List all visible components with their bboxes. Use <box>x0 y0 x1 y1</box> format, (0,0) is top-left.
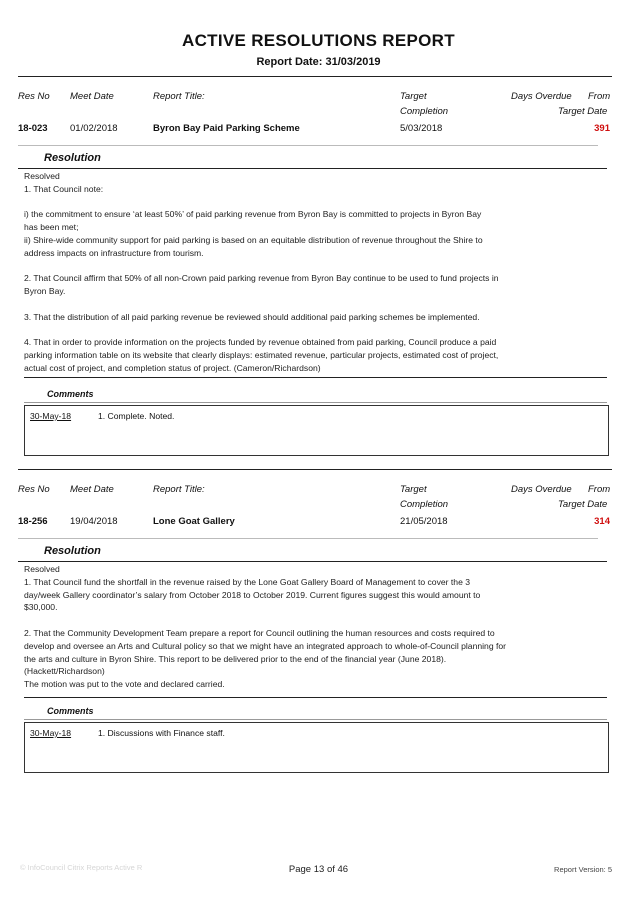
divider <box>18 145 598 146</box>
col-from: From <box>588 484 611 495</box>
col-report-title: Report Title: <box>153 91 205 102</box>
text-line: 1. That Council note: <box>24 183 104 194</box>
divider <box>18 76 612 77</box>
text-line: has been met; <box>24 222 79 233</box>
text-line: The motion was put to the vote and declared carried. <box>24 679 225 690</box>
resolution-text <box>24 563 579 691</box>
meet-date: 01/02/2018 <box>70 123 118 134</box>
col-from: From <box>588 91 611 102</box>
col-meet-date: Meet Date <box>70 91 114 102</box>
text-line: 2. That the Community Development Team prepare a report for Council outlining the human resources and costs required to <box>24 627 495 638</box>
text-line: 1. That Council fund the shortfall in the revenue raised by the Lone Goat Gallery Board of Management to cover the 3 <box>24 576 471 587</box>
text-line <box>24 324 579 337</box>
divider <box>24 697 607 698</box>
divider <box>24 719 607 720</box>
comment-date: 30-May-18 <box>30 728 72 738</box>
target-date-value: 5/03/2018 <box>400 123 443 134</box>
text-line: (Hackett/Richardson) <box>24 666 105 677</box>
text-line: day/week Gallery coordinator’s salary from October 2018 to October 2019. Current figures suggest this would amount to <box>24 589 481 600</box>
resolution-text <box>24 170 579 375</box>
report-title-value: Lone Goat Gallery <box>153 516 235 527</box>
text-line: actual cost of project, and completion status of project. (Cameron/Richardson) <box>24 362 321 373</box>
col-completion: Completion <box>400 499 449 510</box>
footer-watermark: © InfoCouncil Citrix Reports Active R <box>20 863 143 872</box>
col-meet-date: Meet Date <box>70 484 114 495</box>
divider <box>18 538 598 539</box>
col-res-no: Res No <box>18 91 50 102</box>
page-number: Page 13 of 46 <box>288 864 349 875</box>
text-line: develop and oversee an Arts and Cultural policy so that we might have an integrated approach to whole-of-Council planning for <box>24 640 507 651</box>
text-line: i) the commitment to ensure ‘at least 50%’ of paid parking revenue from Byron Bay is committed to projects in Byron Bay <box>24 209 482 220</box>
text-line: parking information table on its website that clearly displays: estimated revenue, particular projects, estimated cost of project, <box>24 350 499 361</box>
comment-text: 1. Complete. Noted. <box>98 411 175 421</box>
target-date-value: 21/05/2018 <box>400 516 448 527</box>
divider <box>18 561 607 562</box>
text-line: Byron Bay. <box>24 286 66 297</box>
col-days-overdue: Days Overdue <box>511 91 572 102</box>
report-date: Report Date: 31/03/2019 <box>256 56 381 68</box>
res-no: 18-023 <box>18 123 48 134</box>
report-title-value: Byron Bay Paid Parking Scheme <box>153 123 300 134</box>
report-title: ACTIVE RESOLUTIONS REPORT <box>182 31 455 50</box>
col-res-no: Res No <box>18 484 50 495</box>
comments-heading: Comments <box>47 389 94 399</box>
text-line <box>24 196 579 209</box>
col-report-title: Report Title: <box>153 484 205 495</box>
text-line: 4. That in order to provide information on the projects funded by revenue obtained from paid parking, Council produce a paid <box>24 337 497 348</box>
comment-text: 1. Discussions with Finance staff. <box>98 728 225 738</box>
col-days-overdue: Days Overdue <box>511 484 572 495</box>
meet-date: 19/04/2018 <box>70 516 118 527</box>
col-target: Target <box>400 91 427 102</box>
text-line: 3. That the distribution of all paid parking revenue be reviewed should additional paid parking schemes be implemented. <box>24 311 480 322</box>
res-no: 18-256 <box>18 516 48 527</box>
col-target-date: Target Date <box>558 106 608 117</box>
text-line: 2. That Council affirm that 50% of all non-Crown paid parking revenue from Byron Bay continue to be used to fund projects in <box>24 273 499 284</box>
days-overdue-value: 391 <box>594 123 610 134</box>
days-overdue-value: 314 <box>594 516 610 527</box>
text-line: Resolved <box>24 564 60 574</box>
comment-date: 30-May-18 <box>30 411 72 421</box>
text-line <box>24 614 579 627</box>
resolution-heading: Resolution <box>44 545 101 557</box>
text-line: Resolved <box>24 171 60 181</box>
text-line: $30,000. <box>24 602 58 613</box>
divider <box>18 469 612 470</box>
col-target-date: Target Date <box>558 499 608 510</box>
text-line <box>24 298 579 311</box>
divider <box>24 377 607 378</box>
divider <box>24 402 607 403</box>
comments-heading: Comments <box>47 706 94 716</box>
text-line: address impacts on infrastructure from tourism. <box>24 247 204 258</box>
col-completion: Completion <box>400 106 449 117</box>
text-line: ii) Shire-wide community support for paid parking is based on an equitable distribution of revenue throughout the Shire to <box>24 234 483 245</box>
divider <box>18 168 607 169</box>
resolution-heading: Resolution <box>44 152 101 164</box>
col-target: Target <box>400 484 427 495</box>
text-line <box>24 260 579 273</box>
report-version: Report Version: 5 <box>554 865 612 874</box>
text-line: the arts and culture in Byron Shire. This report to be delivered prior to the end of the financial year (June 2018). <box>24 653 447 664</box>
